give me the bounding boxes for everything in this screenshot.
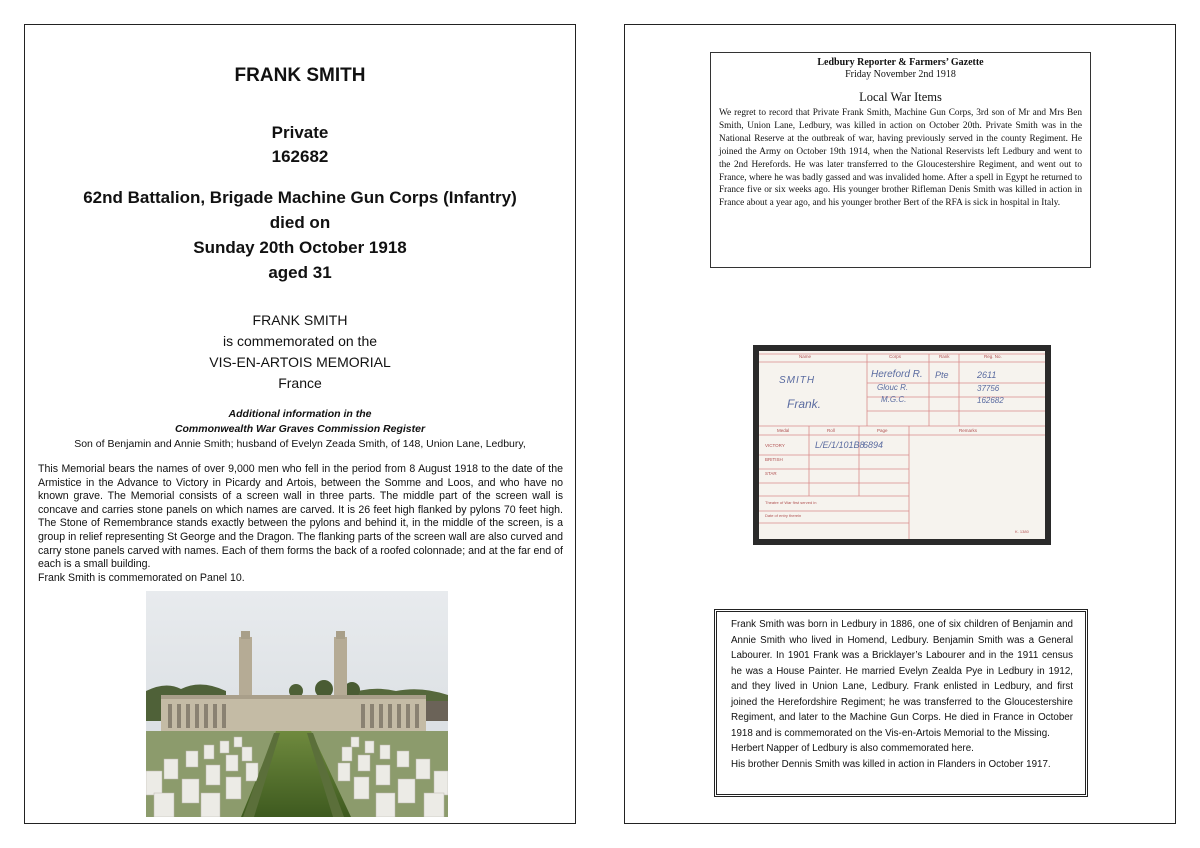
newspaper-date: Friday November 2nd 1918 — [845, 69, 956, 80]
card-regno-1: 2611 — [977, 370, 997, 380]
card-forename: Frank. — [787, 397, 822, 411]
newspaper-clipping — [710, 52, 1091, 268]
left-page — [24, 24, 576, 824]
card-col-medal: Medal — [777, 428, 790, 433]
age: aged 31 — [268, 263, 332, 282]
memorial-name: VIS-EN-ARTOIS MEMORIAL — [209, 354, 391, 370]
card-col-roll: Roll — [827, 428, 835, 433]
card-row-star: STAR — [765, 471, 777, 476]
biography-box — [714, 609, 1088, 797]
card-header-rank: Rank — [939, 354, 950, 359]
memorial-photo — [146, 591, 448, 817]
cwgc-header-line1: Additional information in the — [228, 408, 372, 420]
card-regno-2: 37756 — [977, 384, 1000, 393]
memorial-description: This Memorial bears the names of over 9,000 men who fell in the period from 8 August 1918 to the date of the Armistice in the Advance to Victory in Picardy and Artois, between the Somme and Loos, and who have no known grave. The Memorial consists of a screen wall in three parts. The middle part of the screen wall is concave and carries stone panels on which names are carved. It is 26 feet high flanked by pylons 70 feet high. The Stone of Remembrance stands exactly between the pylons and behind it, in the middle of the screen, is a group in relief representing St George and the Dragon. The flanking parts of the screen wall are also curved and carry stone panels carved with names. Each of them forms the back of a roofed colonnade; and at the far end of each is a small building. — [38, 463, 563, 571]
card-form-code: K. 1380 — [1015, 529, 1029, 534]
card-date-label: Date of entry therein — [765, 513, 802, 518]
card-page-entry: 6894 — [863, 440, 884, 450]
card-row-victory: VICTORY — [765, 443, 785, 448]
died-on-label: died on — [269, 213, 331, 232]
biography-napper-note: Herbert Napper of Ledbury is also commemorated here. — [731, 743, 974, 754]
unit-block — [25, 185, 575, 285]
commemoration-block — [25, 310, 575, 394]
country: France — [278, 375, 322, 391]
card-rank: Pte — [935, 370, 949, 380]
unit: 62nd Battalion, Brigade Machine Gun Corps (Infantry) — [83, 188, 517, 207]
card-header-name: Name — [799, 354, 812, 359]
card-header-regno: Reg. No. — [984, 354, 1002, 359]
newspaper-title: Ledbury Reporter & Farmers’ Gazette — [817, 57, 984, 68]
panel-text: Frank Smith is commemorated on Panel 10. — [38, 571, 245, 584]
rank: Private — [271, 123, 329, 142]
card-row-british: BRITISH — [765, 457, 783, 462]
card-col-remarks: Remarks — [959, 428, 978, 433]
commemorated-name: FRANK SMITH — [252, 312, 348, 328]
newspaper-body: We regret to record that Private Frank Smith, Machine Gun Corps, 3rd son of Mr and Mrs Ben Smith, Union Lane, Ledbury, was killed in action on October 20th. Private Smith was in the National Reserve at the outbreak of war, having previously served in the county Regiment. He joined the Army on October 19th 1914, when the National Reservists left Ledbury and went to the 2nd Herefords. He was later transferred to the Gloucestershire Regiment, and went out to France, where he was badly gassed and was invalided home. After a spell in Egypt he returned to France five or six weeks ago. His younger brother Rifleman Denis Smith was killed in action in France about a year ago, and his younger brother Bert of the RFA is sick in hospital in Italy. — [719, 108, 1082, 209]
right-page — [624, 24, 1176, 824]
medal-index-card — [753, 345, 1051, 545]
service-number: 162682 — [271, 147, 329, 166]
card-corps-3: M.G.C. — [881, 395, 907, 404]
soldier-name-title: FRANK SMITH — [234, 65, 366, 86]
death-date: Sunday 20th October 1918 — [193, 238, 407, 257]
medal-index-card-inner — [759, 351, 1045, 539]
card-header-corps: Corps — [889, 354, 902, 359]
newspaper-heading: Local War Items — [859, 90, 942, 104]
card-theatre-label: Theatre of War first served in — [765, 500, 817, 505]
rank-block — [25, 121, 575, 169]
biography-brother-note: His brother Dennis Smith was killed in action in Flanders in October 1917. — [731, 758, 1051, 770]
card-col-page: Page — [877, 428, 888, 433]
card-surname: SMITH — [779, 375, 816, 386]
cwgc-header-line2: Commonwealth War Graves Commission Register — [174, 423, 426, 435]
cwgc-text: Son of Benjamin and Annie Smith; husband of Evelyn Zeada Smith, of 148, Union Lane, Ledbury, — [74, 438, 526, 450]
card-corps-1: Hereford R. — [871, 369, 923, 380]
card-roll-entry: L/E/1/101B8 — [815, 440, 865, 450]
card-regno-3: 162682 — [977, 396, 1004, 405]
card-corps-2: Glouc R. — [877, 383, 909, 392]
cwgc-block — [25, 407, 575, 452]
biography-paragraph: Frank Smith was born in Ledbury in 1886, one of six children of Benjamin and Annie Smith who lived in Homend, Ledbury. Benjamin Smith was a General Labourer. In 1901 Frank was a Bricklayer’s Labourer and in the 1911 census he was a House Painter. He married Evelyn Zealda Pye in Ledbury in 1912, and they lived in Union Lane, Ledbury. Frank enlisted in Ledbury, and first joined the Herefordshire Regiment; he was transferred to the Gloucestershire Regiment, and later to the Machine Gun Corps. He died in France in October 1918 and is commemorated on the Vis-en-Artois Memorial to the Missing. — [731, 619, 1073, 739]
memorial-photo-image — [146, 591, 448, 817]
memorial-description-block — [38, 463, 563, 585]
commemorated-on-label: is commemorated on the — [222, 333, 378, 349]
